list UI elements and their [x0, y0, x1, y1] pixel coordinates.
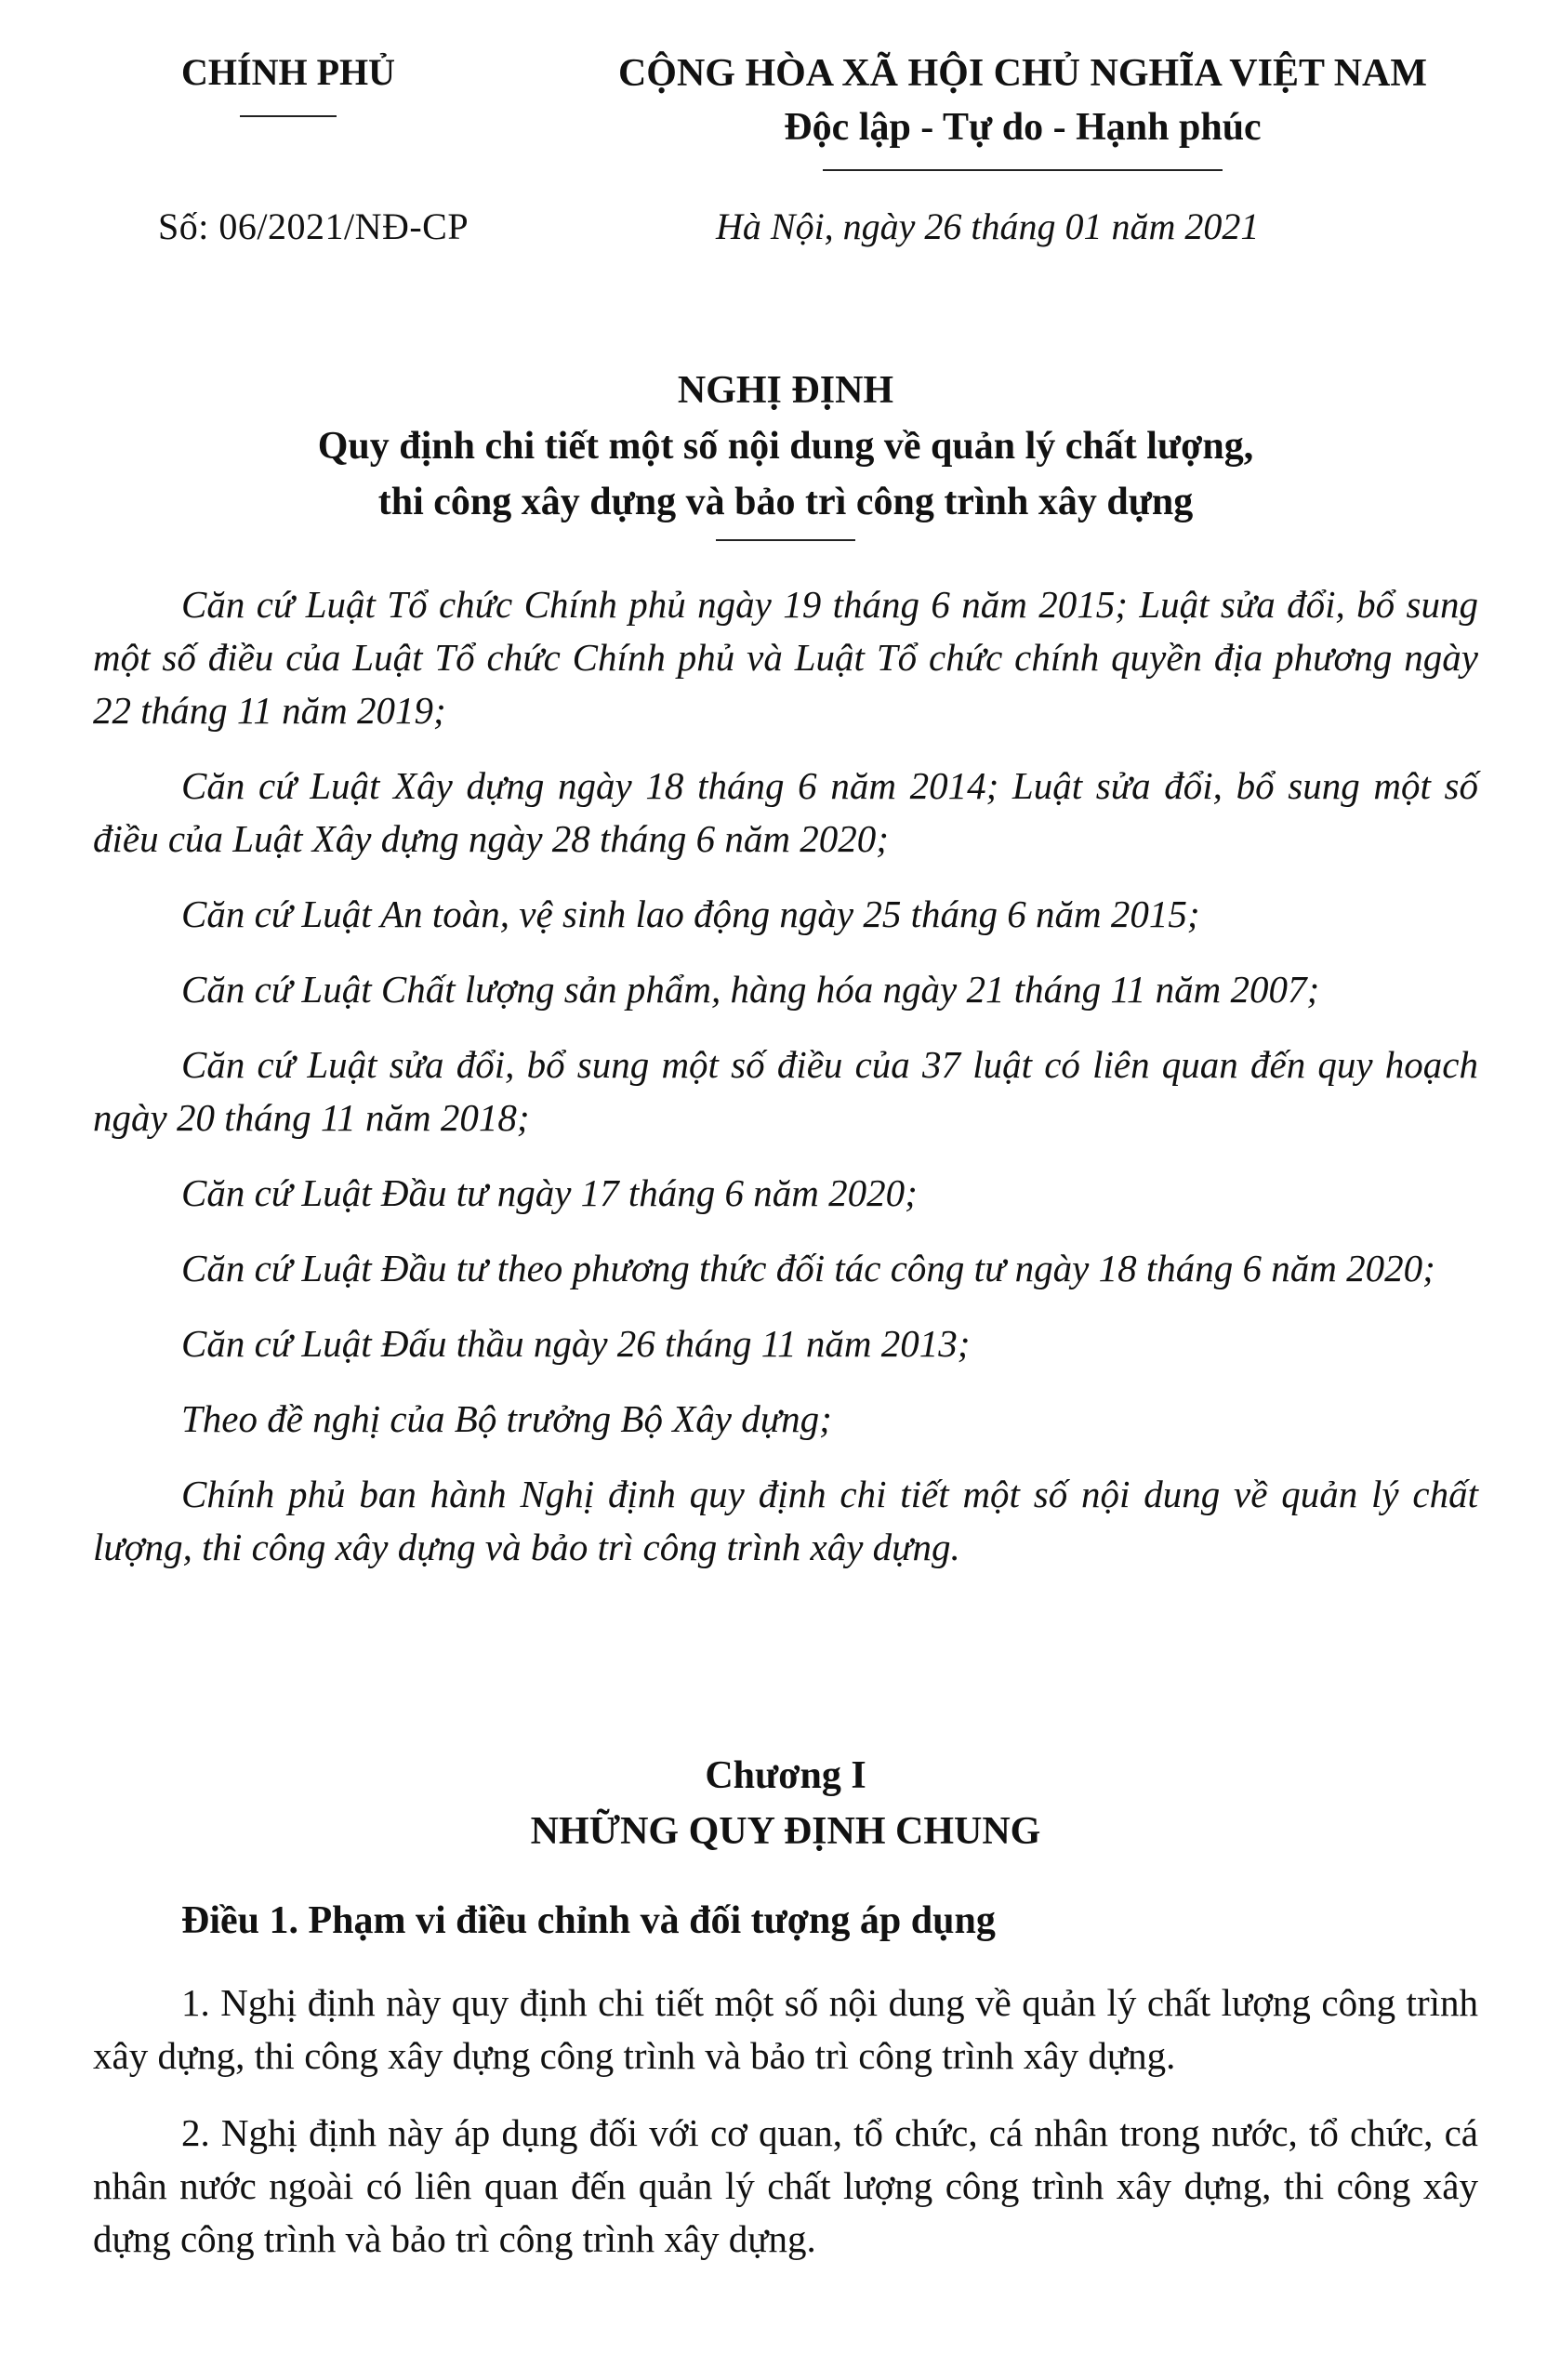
clause-paragraph: 2. Nghị định này áp dụng đối với cơ quan, tổ chức, cá nhân trong nước, tổ chức, cá nhân nước ngoài có liên quan đến quản lý chất lượng công trình xây dựng, thi công xây dựng công trình và bảo trì công trình xây dựng. — [93, 2111, 1478, 2260]
basis-paragraph: Căn cứ Luật Xây dựng ngày 18 tháng 6 năm 2014; Luật sửa đổi, bổ sung một số điều của Luật Xây dựng ngày 28 tháng 6 năm 2020; — [93, 764, 1478, 860]
chapter-number: Chương I — [705, 1754, 866, 1797]
title-underline — [716, 539, 855, 541]
basis-paragraph: Căn cứ Luật Đầu tư ngày 17 tháng 6 năm 2020; — [181, 1171, 918, 1214]
article-clauses — [93, 1977, 1478, 2290]
issuer-block — [139, 46, 437, 117]
chapter-title: NHỮNG QUY ĐỊNH CHUNG — [530, 1810, 1041, 1853]
place-and-date: Hà Nội, ngày 26 tháng 01 năm 2021 — [716, 205, 1260, 247]
basis-paragraph: Căn cứ Luật Chất lượng sản phẩm, hàng hóa ngày 21 tháng 11 năm 2007; — [181, 968, 1320, 1011]
basis-paragraph: Căn cứ Luật Đầu tư theo phương thức đối tác công tư ngày 18 tháng 6 năm 2020; — [181, 1247, 1435, 1289]
article-heading: Điều 1. Phạm vi điều chỉnh và đối tượng áp dụng — [181, 1899, 996, 1942]
document-title-block — [93, 363, 1478, 541]
basis-paragraph: Căn cứ Luật Tổ chức Chính phủ ngày 19 tháng 6 năm 2015; Luật sửa đổi, bổ sung một số điều của Luật Tổ chức Chính phủ và Luật Tổ chức chính quyền địa phương ngày 22 tháng 11 năm 2019; — [93, 583, 1478, 732]
basis-paragraph: Căn cứ Luật Đấu thầu ngày 26 tháng 11 năm 2013; — [181, 1322, 971, 1365]
document-type: NGHỊ ĐỊNH — [677, 369, 894, 412]
issuer-name: CHÍNH PHỦ — [181, 51, 395, 93]
document-title-line-1: Quy định chi tiết một số nội dung về quản lý chất lượng, — [317, 425, 1254, 468]
motto-underline — [823, 169, 1223, 171]
nation-name: CỘNG HÒA XÃ HỘI CHỦ NGHĨA VIỆT NAM — [617, 52, 1428, 95]
document-title-line-2: thi công xây dựng và bảo trì công trình xây dựng — [377, 481, 1194, 523]
chapter-heading — [93, 1748, 1478, 1859]
national-heading — [558, 46, 1488, 171]
document-number: Số: 06/2021/NĐ-CP — [158, 205, 469, 247]
issuer-underline — [240, 115, 337, 117]
promulgation-paragraph: Chính phủ ban hành Nghị định quy định chi tiết một số nội dung về quản lý chất lượng, thi công xây dựng và bảo trì công trình xây dựng. — [93, 1473, 1478, 1568]
proposal-paragraph: Theo đề nghị của Bộ trưởng Bộ Xây dựng; — [181, 1397, 832, 1440]
legal-bases — [93, 578, 1478, 1596]
basis-paragraph: Căn cứ Luật sửa đổi, bổ sung một số điều của 37 luật có liên quan đến quy hoạch ngày 20 tháng 11 năm 2018; — [93, 1043, 1478, 1139]
clause-paragraph: 1. Nghị định này quy định chi tiết một số nội dung về quản lý chất lượng công trình xây dựng, thi công xây dựng công trình và bảo trì công trình xây dựng. — [93, 1981, 1478, 2077]
basis-paragraph: Căn cứ Luật An toàn, vệ sinh lao động ngày 25 tháng 6 năm 2015; — [181, 892, 1200, 935]
national-motto: Độc lập - Tự do - Hạnh phúc — [784, 106, 1262, 149]
